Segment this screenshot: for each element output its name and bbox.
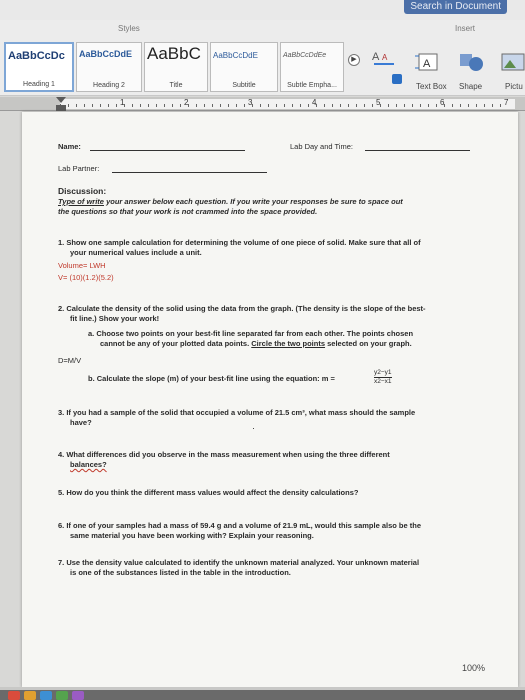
answer-1-line-2[interactable]: V= (10)(1.2)(5.2) xyxy=(58,273,114,282)
question-2a-line-2 xyxy=(100,339,412,349)
ruler-number: 1 xyxy=(120,98,125,107)
dock-app-icon[interactable] xyxy=(8,691,20,700)
dock-app-icon[interactable] xyxy=(40,691,52,700)
text-box-label: Text Box xyxy=(416,82,447,91)
style-name: Subtitle xyxy=(232,82,256,89)
ruler-number: 4 xyxy=(312,98,317,107)
ruler-tick xyxy=(236,104,237,107)
svg-text:A: A xyxy=(423,58,431,70)
ruler-number: 6 xyxy=(440,98,445,107)
question-2a-line-2-start: cannot be any of your plotted data points. xyxy=(100,339,252,348)
ruler-tick xyxy=(428,104,429,107)
question-2a-line-1: a. Choose two points on your best-fit line separated far from each other. The points chosen xyxy=(88,329,414,338)
question-2-line-2: fit line.) Show your work! xyxy=(70,314,160,323)
ruler-number: 3 xyxy=(248,98,253,107)
name-field-line xyxy=(90,150,245,151)
style-sample: AaBbCcDdEe xyxy=(283,52,327,59)
style-name: Title xyxy=(169,82,183,89)
ruler-tick xyxy=(196,104,197,107)
ribbon xyxy=(0,20,525,96)
style-name: Subtle Empha... xyxy=(287,82,337,89)
ruler-tick xyxy=(292,104,293,107)
ruler-tick xyxy=(476,104,477,107)
title-strip xyxy=(0,0,525,20)
dock-app-icon[interactable] xyxy=(72,691,84,700)
ruler-tick xyxy=(316,104,317,107)
style-subtle-emphasis[interactable] xyxy=(280,42,344,92)
ruler-tick xyxy=(84,104,85,107)
ruler-tick xyxy=(284,104,285,107)
lab-partner-label: Lab Partner: xyxy=(58,164,100,173)
question-7-line-1: 7. Use the density value calculated to identify the unknown material analyzed. Your unknown material xyxy=(58,558,420,567)
styles-pane-arrow-button[interactable]: ▶ xyxy=(348,54,360,66)
answer-2-text[interactable]: D=M/V xyxy=(58,356,82,365)
style-gallery-arrow-icon[interactable] xyxy=(392,74,402,84)
lab-day-field-line xyxy=(365,150,470,151)
ruler-tick xyxy=(468,104,469,107)
type-or-write-text: Type of write xyxy=(58,197,104,206)
ruler-tick xyxy=(372,104,373,107)
ruler-tick xyxy=(340,104,341,107)
ruler-tick xyxy=(204,104,205,107)
question-2b-line: b. Calculate the slope (m) of your best-fit line using the equation: m = xyxy=(88,374,335,383)
ruler-tick xyxy=(388,104,389,107)
svg-text:A: A xyxy=(372,51,380,63)
ruler-tick xyxy=(220,104,221,107)
question-6-line-2: same material you have been working with? Explain your reasoning. xyxy=(70,531,314,540)
text-cursor: · xyxy=(252,423,255,433)
ruler-number: 2 xyxy=(184,98,189,107)
ruler-tick xyxy=(140,104,141,107)
ruler-tick xyxy=(356,104,357,107)
ruler-tick xyxy=(332,104,333,107)
ruler-tick xyxy=(444,104,445,107)
discussion-heading: Discussion: xyxy=(58,186,107,196)
horizontal-ruler[interactable] xyxy=(0,97,525,111)
ruler-tick xyxy=(396,104,397,107)
question-6-line-1: 6. If one of your samples had a mass of 59.4 g and a volume of 21.9 mL, would this sample also be the xyxy=(58,521,422,530)
name-label: Name: xyxy=(58,142,81,151)
style-heading-2[interactable] xyxy=(76,42,142,92)
ruler-tick xyxy=(300,104,301,107)
ruler-tick xyxy=(68,104,69,107)
text-box-icon[interactable] xyxy=(415,50,443,76)
lab-day-label: Lab Day and Time: xyxy=(290,142,353,151)
ruler-tick xyxy=(124,104,125,107)
style-name: Heading 1 xyxy=(23,81,55,88)
discussion-line-1 xyxy=(58,197,403,207)
zoom-level[interactable]: 100% xyxy=(461,663,485,673)
ruler-tick xyxy=(404,104,405,107)
document-page[interactable] xyxy=(22,112,518,687)
first-line-indent-marker[interactable] xyxy=(56,97,66,103)
question-3-line-2: have? xyxy=(70,418,92,427)
circle-two-points-text: Circle the two points xyxy=(251,339,326,348)
ruler-tick xyxy=(500,104,501,107)
ruler-tick xyxy=(324,104,325,107)
ruler-tick xyxy=(172,104,173,107)
dock-app-icon[interactable] xyxy=(24,691,36,700)
picture-icon[interactable] xyxy=(500,50,525,76)
styles-group-label: Styles xyxy=(118,24,140,33)
left-indent-marker[interactable] xyxy=(56,105,66,111)
search-in-document-button[interactable]: Search in Document xyxy=(404,0,507,14)
style-name: Heading 2 xyxy=(93,82,125,89)
dock-app-icon[interactable] xyxy=(56,691,68,700)
picture-label: Pictu xyxy=(505,82,523,91)
ruler-tick xyxy=(484,104,485,107)
style-sample: AaBbCcDc xyxy=(8,50,65,62)
question-4-line-2: balances? xyxy=(70,460,107,469)
question-1-line-2: your numerical values include a unit. xyxy=(70,248,202,257)
style-sample: AaBbCcDdE xyxy=(79,49,133,59)
ruler-tick xyxy=(228,104,229,107)
question-1-line-1: 1. Show one sample calculation for determining the volume of one piece of solid. Make sure that all of xyxy=(58,238,421,247)
ruler-tick xyxy=(180,104,181,107)
ruler-tick xyxy=(452,104,453,107)
shape-label: Shape xyxy=(459,82,483,91)
ruler-tick xyxy=(380,104,381,107)
question-7-line-2: is one of the substances listed in the table in the introduction. xyxy=(70,568,291,577)
style-heading-1[interactable] xyxy=(4,42,74,92)
ruler-tick xyxy=(116,104,117,107)
ruler-tick xyxy=(100,104,101,107)
question-2-line-1: 2. Calculate the density of the solid using the data from the graph. (The density is the slope of the best- xyxy=(58,304,426,313)
styles-pane-icon[interactable] xyxy=(370,46,398,72)
style-subtitle[interactable] xyxy=(210,42,278,92)
ruler-tick xyxy=(460,104,461,107)
svg-text:A: A xyxy=(382,53,388,62)
slope-equation-denominator: x2−x1 xyxy=(374,378,392,385)
ruler-tick xyxy=(276,104,277,107)
style-sample: AaBbCcDdE xyxy=(213,51,258,60)
discussion-line-1-rest: your answer below each question. If you write your responses be sure to space out xyxy=(103,197,403,206)
ruler-tick xyxy=(132,104,133,107)
slope-equation-numerator: y2−y1 xyxy=(374,369,392,376)
ruler-tick xyxy=(252,104,253,107)
question-3-line-1: 3. If you had a sample of the solid that occupied a volume of 21.5 cm³, what mass should the sample xyxy=(58,408,416,417)
ruler-tick xyxy=(92,104,93,107)
ruler-tick xyxy=(260,104,261,107)
ruler-track xyxy=(60,99,515,109)
lab-partner-field-line xyxy=(112,172,267,173)
style-title[interactable] xyxy=(144,42,208,92)
ruler-tick xyxy=(436,104,437,107)
ruler-tick xyxy=(268,104,269,107)
discussion-line-2: the questions so that your work is not crammed into the space provided. xyxy=(58,207,318,216)
ruler-tick xyxy=(76,104,77,107)
ruler-tick xyxy=(492,104,493,107)
ruler-number: 5 xyxy=(376,98,381,107)
ruler-tick xyxy=(364,104,365,107)
shape-icon[interactable] xyxy=(458,50,486,76)
ruler-tick xyxy=(308,104,309,107)
ruler-tick xyxy=(156,104,157,107)
ruler-tick xyxy=(148,104,149,107)
question-2a-line-2-end: selected on your graph. xyxy=(325,339,412,348)
question-5-line-1: 5. How do you think the different mass values would affect the density calculations? xyxy=(58,488,359,497)
ruler-tick xyxy=(412,104,413,107)
style-sample: AaBbC xyxy=(147,44,201,63)
question-4-line-1: 4. What differences did you observe in the mass measurement when using the three different xyxy=(58,450,390,459)
ruler-tick xyxy=(244,104,245,107)
ruler-tick xyxy=(164,104,165,107)
ruler-tick xyxy=(348,104,349,107)
ruler-tick xyxy=(188,104,189,107)
answer-1-line-1[interactable]: Volume= LWH xyxy=(58,261,106,270)
ruler-number: 7 xyxy=(504,98,509,107)
ruler-tick xyxy=(108,104,109,107)
ruler-tick xyxy=(212,104,213,107)
ruler-tick xyxy=(420,104,421,107)
insert-group-label: Insert xyxy=(455,24,476,33)
